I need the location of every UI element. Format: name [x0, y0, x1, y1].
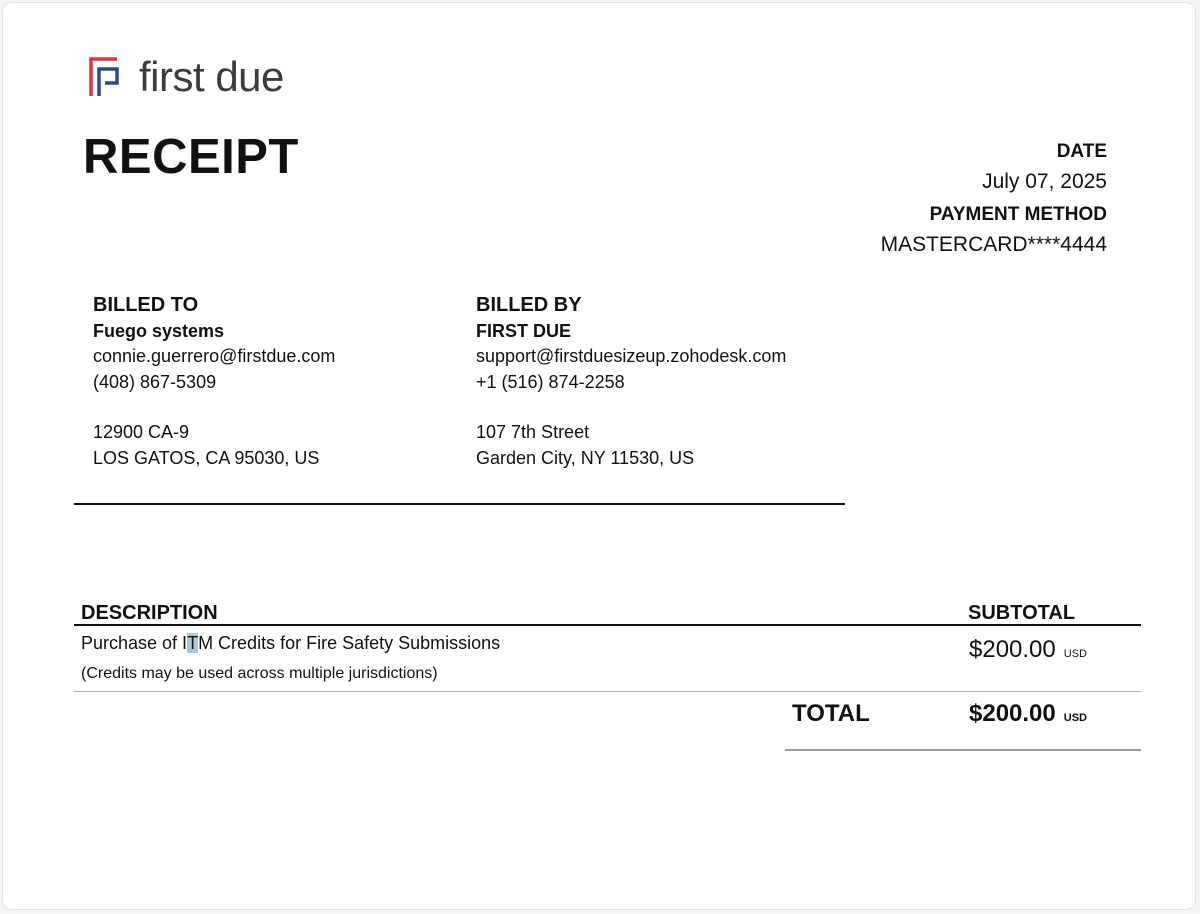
section-divider [74, 503, 845, 505]
line-item-note: (Credits may be used across multiple jurisdictions) [81, 665, 438, 682]
payment-method-value: MASTERCARD****4444 [880, 233, 1107, 256]
billed-by-phone: +1 (516) 874-2258 [476, 372, 625, 392]
subtotal-column-header: SUBTOTAL [968, 602, 1076, 624]
billed-by-address-line2: Garden City, NY 11530, US [476, 448, 695, 468]
table-header-rule [74, 624, 1141, 626]
first-due-logo-icon [87, 55, 129, 99]
billed-to-section [93, 295, 335, 467]
brand-logo [87, 55, 284, 99]
billed-to-heading: BILLED TO [93, 294, 199, 316]
line-item-description-text: Purchase of I [81, 633, 188, 653]
line-item-description-text-rest: M Credits for Fire Safety Submissions [198, 633, 501, 653]
date-value: July 07, 2025 [982, 170, 1107, 193]
payment-method-label: PAYMENT METHOD [929, 204, 1107, 225]
total-amount-value: $200.00 [969, 700, 1056, 727]
line-item-rule [74, 691, 1141, 692]
billed-to-address-line1: 12900 CA-9 [93, 422, 190, 442]
billed-to-address-line2: LOS GATOS, CA 95030, US [93, 448, 320, 468]
line-item-currency: USD [1063, 648, 1087, 660]
text-selection-highlight: T [187, 633, 199, 653]
line-item-amount-value: $200.00 [969, 636, 1056, 663]
billed-to-email: connie.guerrero@firstdue.com [93, 346, 336, 366]
line-item-amount [969, 638, 1087, 662]
logo-wordmark: first due [139, 53, 284, 100]
billed-by-name: FIRST DUE [476, 321, 572, 341]
total-currency: USD [1063, 712, 1087, 724]
receipt-title: RECEIPT [83, 130, 299, 184]
line-item-description [81, 634, 500, 652]
billed-by-email: support@firstduesizeup.zohodesk.com [476, 346, 787, 366]
description-column-header: DESCRIPTION [81, 602, 218, 624]
billed-by-address-line1: 107 7th Street [476, 422, 590, 442]
billed-to-phone: (408) 867-5309 [93, 372, 217, 392]
receipt-page [2, 2, 1196, 910]
total-amount [969, 702, 1087, 726]
billed-to-name: Fuego systems [93, 321, 225, 341]
billed-by-section [476, 295, 786, 467]
billed-by-heading: BILLED BY [476, 294, 582, 316]
total-rule [785, 749, 1141, 751]
total-label: TOTAL [792, 700, 870, 727]
date-label: DATE [1056, 141, 1107, 162]
